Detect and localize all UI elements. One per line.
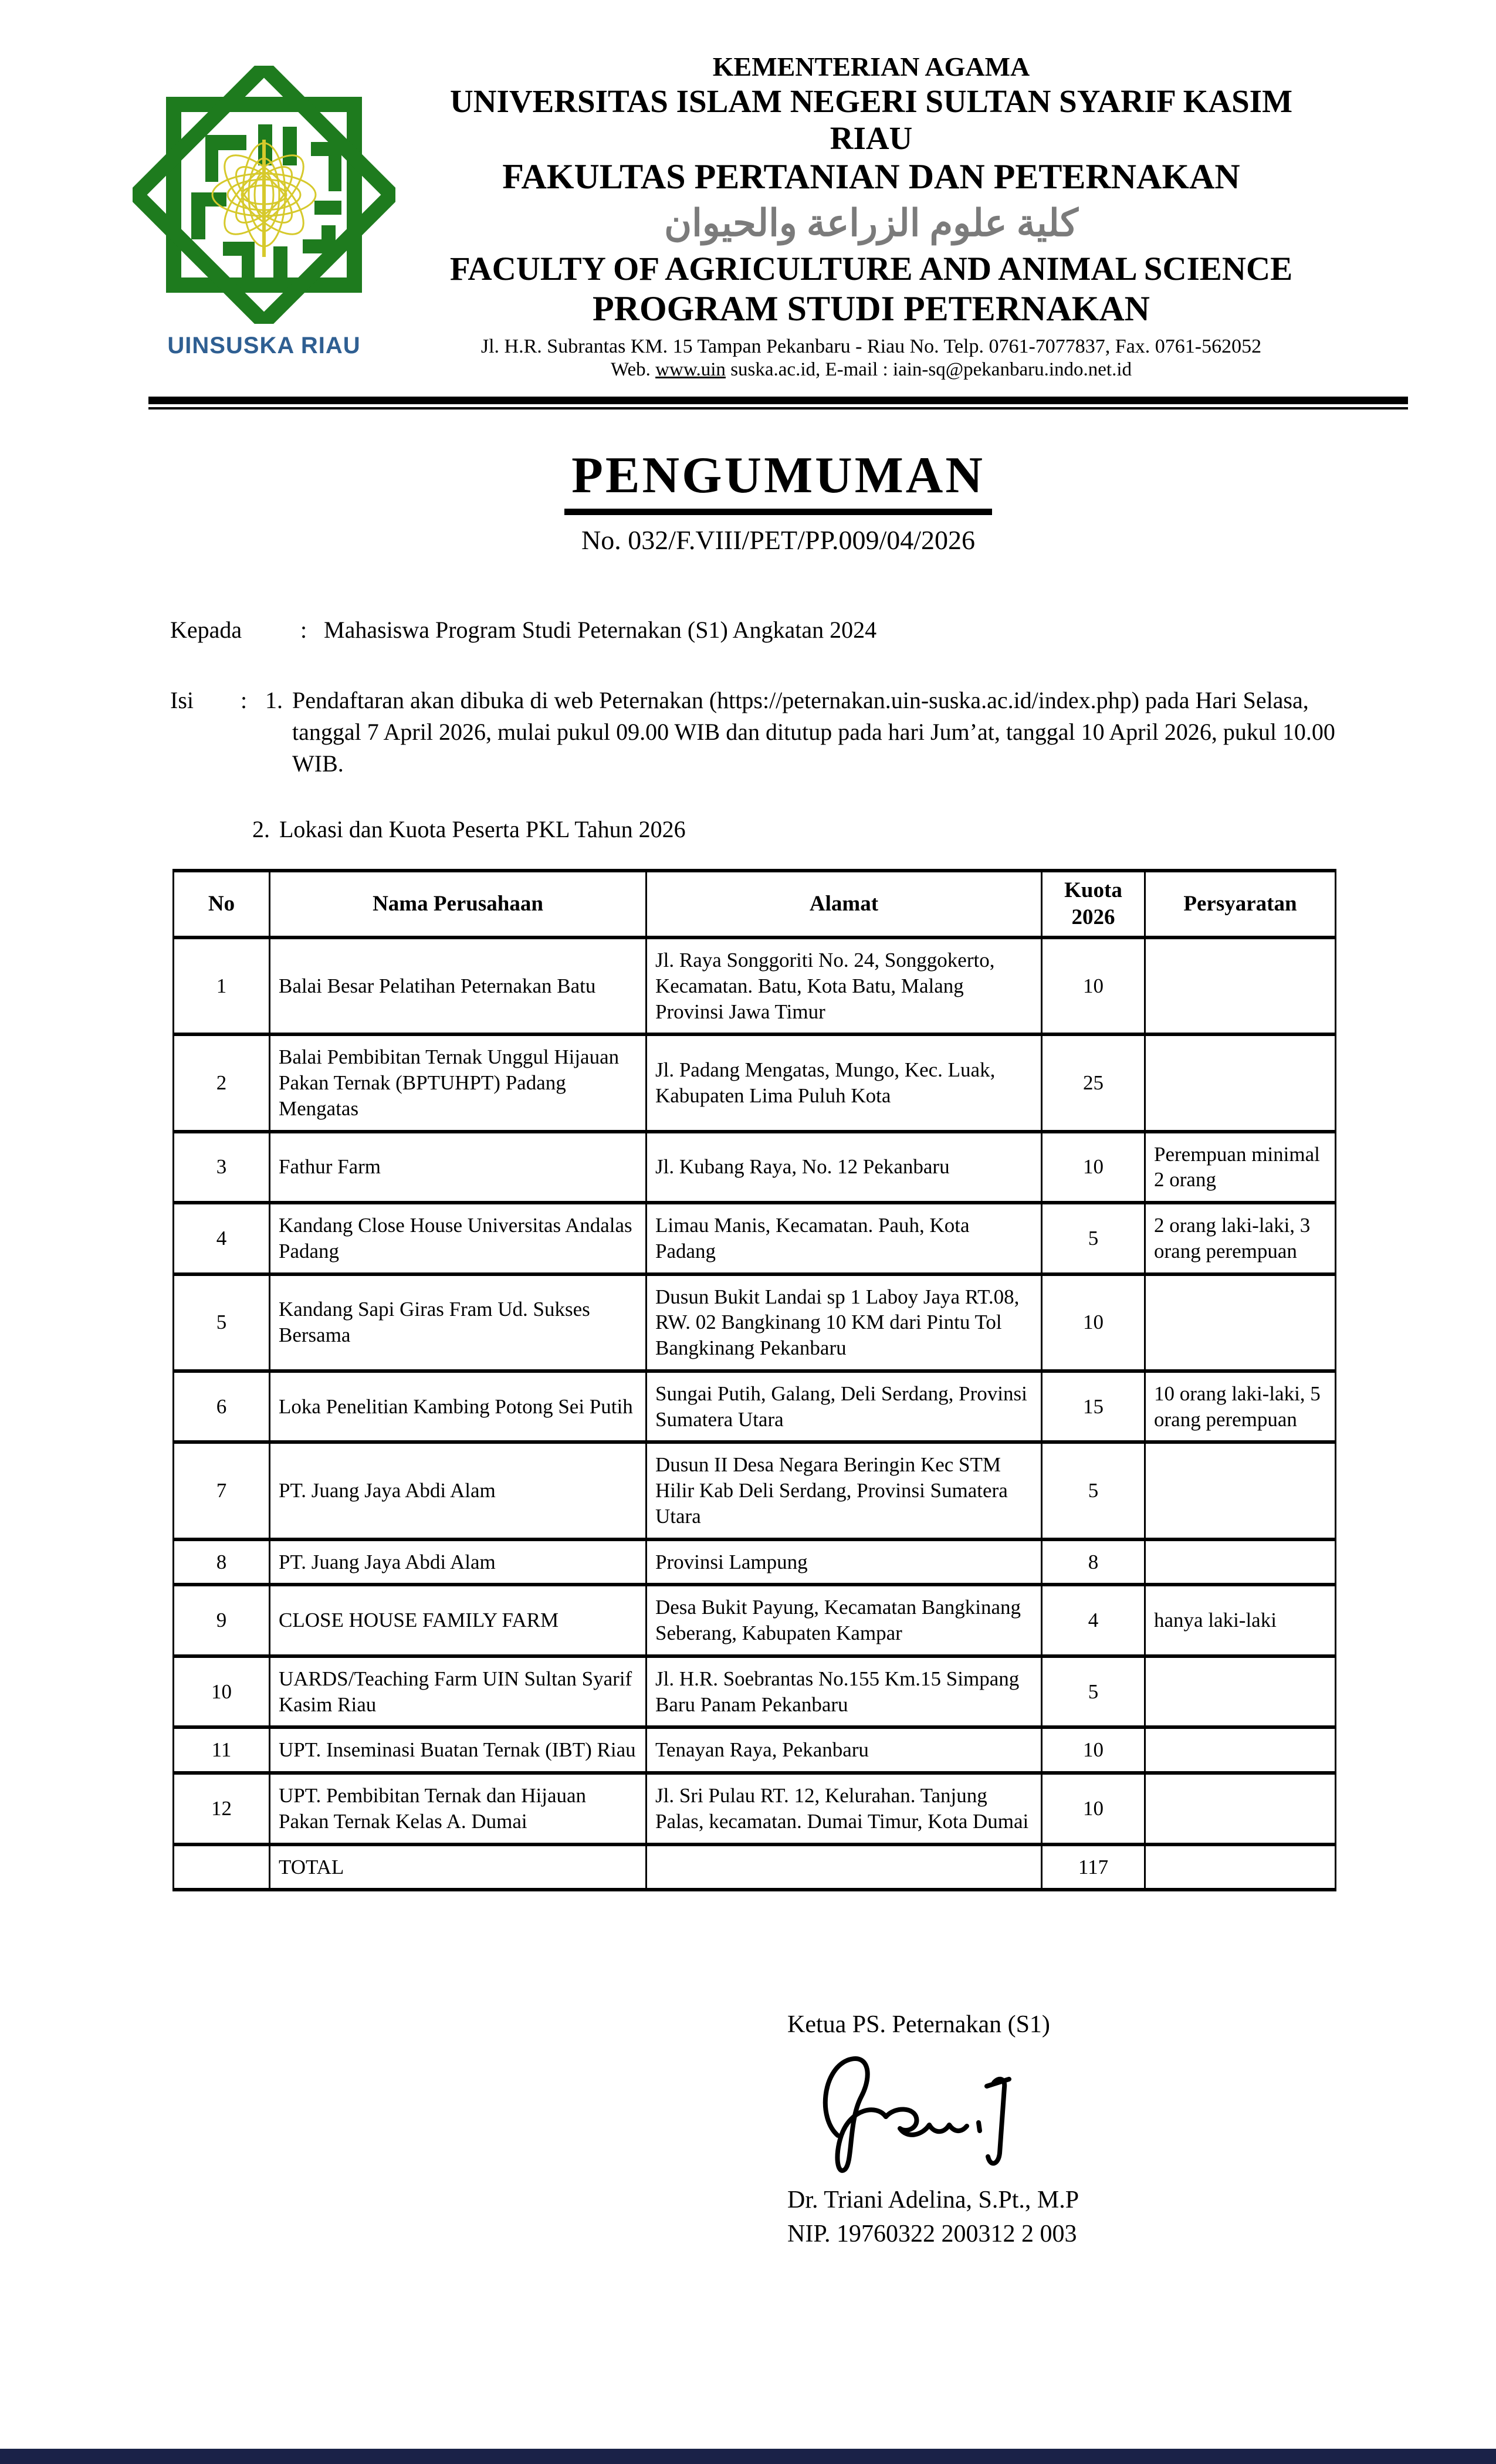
cell-nama-perusahaan: PT. Juang Jaya Abdi Alam (270, 1442, 647, 1539)
body-block (170, 614, 1379, 845)
cell-no: 9 (174, 1585, 270, 1656)
cell-alamat (647, 1844, 1042, 1890)
column-header-persyaratan: Persyaratan (1145, 871, 1336, 938)
cell-nama-perusahaan: PT. Juang Jaya Abdi Alam (270, 1539, 647, 1585)
cell-persyaratan: Perempuan minimal 2 orang (1145, 1132, 1336, 1203)
quota-table-body (174, 937, 1336, 1890)
table-row (174, 1274, 1336, 1371)
cell-kuota: 15 (1042, 1371, 1145, 1443)
cell-kuota: 8 (1042, 1539, 1145, 1585)
cell-persyaratan (1145, 1727, 1336, 1773)
cell-nama-perusahaan: Balai Besar Pelatihan Peternakan Batu (270, 937, 647, 1034)
cell-alamat: Dusun Bukit Landai sp 1 Laboy Jaya RT.08, RW. 02 Bangkinang 10 KM dari Pintu Tol Bangkinang Pekanbaru (647, 1274, 1042, 1371)
cell-alamat: Sungai Putih, Galang, Deli Serdang, Provinsi Sumatera Utara (647, 1371, 1042, 1443)
cell-no (174, 1844, 270, 1890)
document-number: No. 032/F.VIII/PET/PP.009/04/2026 (581, 524, 976, 555)
letterhead-text (412, 52, 1331, 381)
kepada-row (170, 614, 1379, 646)
cell-no: 10 (174, 1656, 270, 1728)
cell-kuota: 117 (1042, 1844, 1145, 1890)
university-logo (133, 66, 395, 359)
table-row (174, 1656, 1336, 1728)
uin-suska-star-logo-icon (133, 66, 395, 324)
item1-text: Pendaftaran akan dibuka di web Peternakan (https://peternakan.uin-suska.ac.id/index.php) pada Hari Selasa, tanggal 7 April 2026, mulai pukul 09.00 WIB dan ditutup pada hari Jum’at, tanggal 10 April 2026, pukul 10.00 WIB. (292, 686, 1335, 777)
web-rest: suska.ac.id, E-mail : iain-sq@pekanbaru.indo.net.id (725, 358, 1132, 380)
cell-persyaratan: hanya laki-laki (1145, 1585, 1336, 1656)
arabic-faculty-line: كلية علوم الزراعة والحيوان (664, 202, 1078, 245)
document-title: PENGUMUMAN (564, 446, 992, 515)
cell-alamat: Dusun II Desa Negara Beringin Kec STM Hilir Kab Deli Serdang, Provinsi Sumatera Utara (647, 1442, 1042, 1539)
cell-alamat: Desa Bukit Payung, Kecamatan Bangkinang Seberang, Kabupaten Kampar (647, 1585, 1042, 1656)
cell-kuota: 5 (1042, 1203, 1145, 1274)
cell-persyaratan: 10 orang laki-laki, 5 orang perempuan (1145, 1371, 1336, 1443)
kepada-value: Mahasiswa Program Studi Peternakan (S1) Angkatan 2024 (324, 616, 877, 643)
cell-no: 2 (174, 1034, 270, 1131)
cell-persyaratan (1145, 1274, 1336, 1371)
cell-nama-perusahaan: UPT. Pembibitan Ternak dan Hijauan Pakan Ternak Kelas A. Dumai (270, 1773, 647, 1844)
cell-kuota: 10 (1042, 1727, 1145, 1773)
cell-kuota: 25 (1042, 1034, 1145, 1131)
cell-persyaratan (1145, 1773, 1336, 1844)
cell-nama-perusahaan: Kandang Close House Universitas Andalas Padang (270, 1203, 647, 1274)
cell-alamat: Jl. H.R. Soebrantas No.155 Km.15 Simpang Baru Panam Pekanbaru (647, 1656, 1042, 1728)
cell-nama-perusahaan: Loka Penelitian Kambing Potong Sei Putih (270, 1371, 647, 1443)
table-row (174, 1727, 1336, 1773)
column-header-kuota: Kuota 2026 (1042, 871, 1145, 938)
cell-kuota: 5 (1042, 1442, 1145, 1539)
column-header-no: No (174, 871, 270, 938)
cell-no: 3 (174, 1132, 270, 1203)
signatory-role: Ketua PS. Peternakan (S1) (787, 2011, 1050, 2038)
title-block (148, 446, 1408, 556)
faculty-line: FAKULTAS PERTANIAN DAN PETERNAKAN (502, 157, 1240, 197)
column-header-alamat: Alamat (647, 871, 1042, 938)
yellow-ornament (212, 140, 316, 257)
logo-caption: UINSUSKA RIAU (167, 333, 361, 358)
cell-kuota: 5 (1042, 1656, 1145, 1728)
cell-nama-perusahaan: CLOSE HOUSE FAMILY FARM (270, 1585, 647, 1656)
item1-number: 1. (265, 686, 283, 713)
isi-label: Isi (170, 686, 194, 713)
signature-block (787, 2009, 1079, 2250)
table-row (174, 1034, 1336, 1131)
cell-kuota: 10 (1042, 937, 1145, 1034)
table-row (174, 1585, 1336, 1656)
cell-no: 4 (174, 1203, 270, 1274)
letterhead-divider-thin (148, 407, 1408, 409)
footer-bar (0, 2449, 1496, 2464)
faculty-english-line: FACULTY OF AGRICULTURE AND ANIMAL SCIENCE (449, 250, 1293, 287)
table-row (174, 937, 1336, 1034)
kepada-colon: : (300, 616, 307, 643)
table-row (174, 1371, 1336, 1443)
table-row (174, 1132, 1336, 1203)
item2-row (252, 814, 1379, 845)
table-row (174, 1442, 1336, 1539)
cell-persyaratan (1145, 1844, 1336, 1890)
cell-nama-perusahaan: Kandang Sapi Giras Fram Ud. Sukses Bersama (270, 1274, 647, 1371)
cell-nama-perusahaan: UPT. Inseminasi Buatan Ternak (IBT) Riau (270, 1727, 647, 1773)
cell-nama-perusahaan: Balai Pembibitan Ternak Unggul Hijauan Pakan Ternak (BPTUHPT) Padang Mengatas (270, 1034, 647, 1131)
cell-alamat: Jl. Padang Mengatas, Mungo, Kec. Luak, Kabupaten Lima Puluh Kota (647, 1034, 1042, 1131)
cell-nama-perusahaan: UARDS/Teaching Farm UIN Sultan Syarif Kasim Riau (270, 1656, 647, 1728)
item2-number: 2. (252, 815, 270, 842)
item2-text: Lokasi dan Kuota Peserta PKL Tahun 2026 (279, 815, 686, 842)
web-email-line (412, 359, 1331, 381)
cell-persyaratan (1145, 1539, 1336, 1585)
cell-no: 1 (174, 937, 270, 1034)
letterhead-divider-thick (148, 397, 1408, 404)
signatory-nip: NIP. 19760322 200312 2 003 (787, 2221, 1077, 2248)
cell-persyaratan (1145, 1656, 1336, 1728)
cell-nama-perusahaan: Fathur Farm (270, 1132, 647, 1203)
table-row (174, 1773, 1336, 1844)
cell-no: 12 (174, 1773, 270, 1844)
cell-persyaratan (1145, 937, 1336, 1034)
cell-alamat: Provinsi Lampung (647, 1539, 1042, 1585)
kepada-label: Kepada (170, 616, 242, 643)
signatory-name: Dr. Triani Adelina, S.Pt., M.P (787, 2186, 1079, 2213)
cell-kuota: 10 (1042, 1274, 1145, 1371)
isi-row (170, 685, 1379, 780)
column-header-nama-perusahaan: Nama Perusahaan (270, 871, 647, 938)
ministry-line: KEMENTERIAN AGAMA (712, 52, 1030, 82)
cell-kuota: 10 (1042, 1132, 1145, 1203)
cell-persyaratan: 2 orang laki-laki, 3 orang perempuan (1145, 1203, 1336, 1274)
web-prefix: Web. (611, 358, 656, 380)
address-line: Jl. H.R. Subrantas KM. 15 Tampan Pekanbaru - Riau No. Telp. 0761-7077837, Fax. 0761-562052 (480, 335, 1262, 357)
cell-no: 5 (174, 1274, 270, 1371)
cell-persyaratan (1145, 1034, 1336, 1131)
handwritten-signature (807, 2047, 1030, 2177)
isi-colon: : (241, 686, 248, 713)
cell-alamat: Jl. Raya Songgoriti No. 24, Songgokerto, Kecamatan. Batu, Kota Batu, Malang Provinsi Jawa Timur (647, 937, 1042, 1034)
pkl-location-quota-table (172, 869, 1336, 1892)
table-row (174, 1203, 1336, 1274)
program-line: PROGRAM STUDI PETERNAKAN (592, 289, 1150, 328)
letterhead (0, 0, 1496, 381)
cell-alamat: Limau Manis, Kecamatan. Pauh, Kota Padang (647, 1203, 1042, 1274)
table-total-row (174, 1844, 1336, 1890)
university-line: UNIVERSITAS ISLAM NEGERI SULTAN SYARIF KASIM RIAU (450, 83, 1292, 157)
table-header-row (174, 871, 1336, 938)
cell-kuota: 10 (1042, 1773, 1145, 1844)
cell-persyaratan (1145, 1442, 1336, 1539)
cell-no: 6 (174, 1371, 270, 1443)
cell-alamat: Jl. Kubang Raya, No. 12 Pekanbaru (647, 1132, 1042, 1203)
web-link: www.uin (655, 358, 726, 380)
cell-alamat: Jl. Sri Pulau RT. 12, Kelurahan. Tanjung Palas, kecamatan. Dumai Timur, Kota Dumai (647, 1773, 1042, 1844)
cell-alamat: Tenayan Raya, Pekanbaru (647, 1727, 1042, 1773)
cell-kuota: 4 (1042, 1585, 1145, 1656)
cell-nama-perusahaan: TOTAL (270, 1844, 647, 1890)
cell-no: 11 (174, 1727, 270, 1773)
cell-no: 8 (174, 1539, 270, 1585)
table-row (174, 1539, 1336, 1585)
cell-no: 7 (174, 1442, 270, 1539)
